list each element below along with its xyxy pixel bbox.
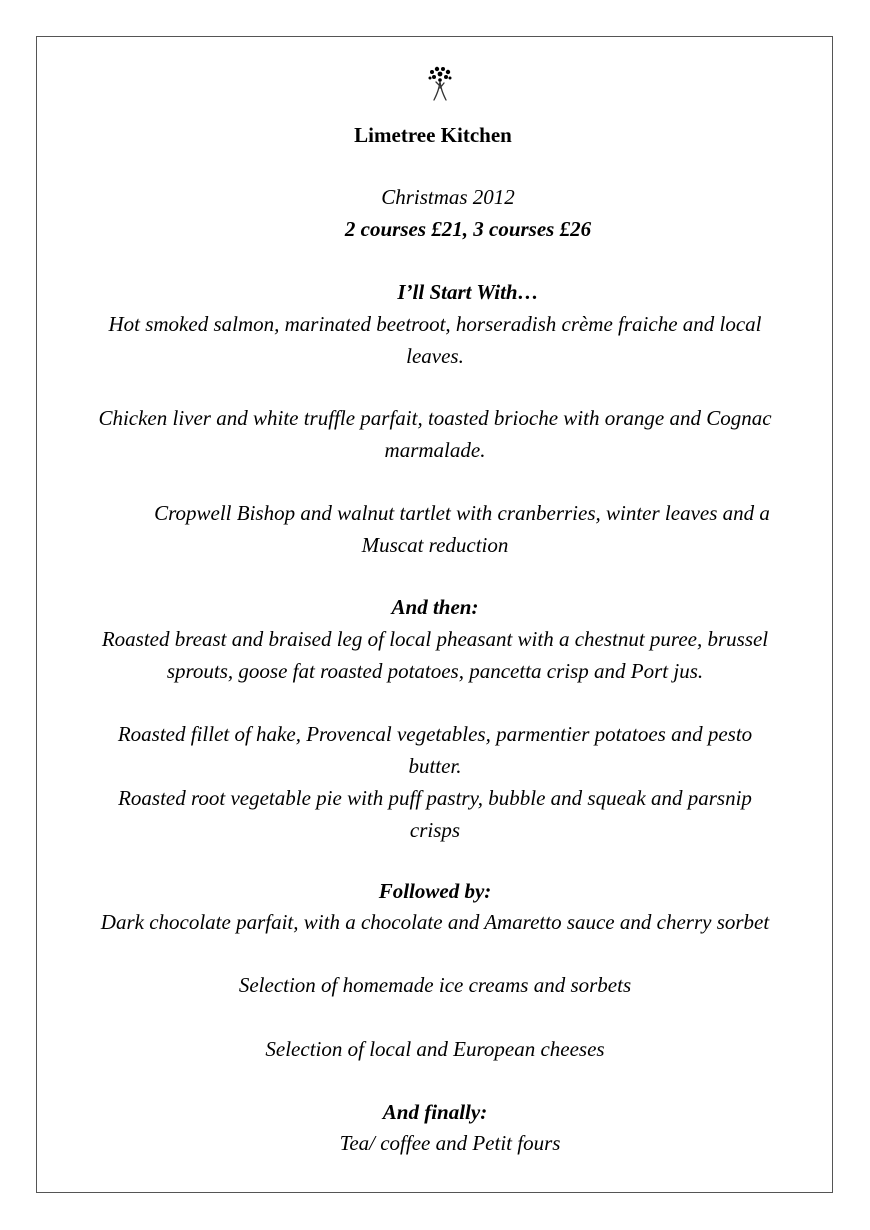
starter-2-line-1: Chicken liver and white truffle parfait, toasted brioche with orange and Cognac bbox=[98, 406, 772, 430]
menu-pricing: 2 courses £21, 3 courses £26 bbox=[344, 217, 592, 241]
mains-heading: And then: bbox=[391, 595, 479, 619]
dessert-2: Selection of homemade ice creams and sorbets bbox=[238, 973, 632, 997]
main-1-line-1: Roasted breast and braised leg of local pheasant with a chestnut puree, brussel bbox=[101, 627, 769, 651]
main-2-line-1: Roasted fillet of hake, Provencal vegetables, parmentier potatoes and pesto bbox=[117, 722, 753, 746]
tree-logo-icon bbox=[424, 64, 456, 104]
main-3-line-2: crisps bbox=[409, 818, 461, 842]
starter-1-line-1: Hot smoked salmon, marinated beetroot, horseradish crème fraiche and local bbox=[108, 312, 762, 336]
starter-1-line-2: leaves. bbox=[406, 344, 464, 368]
main-2-line-2: butter. bbox=[408, 754, 462, 778]
menu-title: Christmas 2012 bbox=[381, 185, 515, 209]
dessert-3: Selection of local and European cheeses bbox=[265, 1037, 605, 1061]
finale-item-1: Tea/ coffee and Petit fours bbox=[339, 1131, 561, 1155]
finale-heading: And finally: bbox=[382, 1100, 488, 1124]
main-1-line-2: sprouts, goose fat roasted potatoes, pancetta crisp and Port jus. bbox=[166, 659, 704, 683]
restaurant-name: Limetree Kitchen bbox=[354, 123, 512, 147]
desserts-heading: Followed by: bbox=[378, 879, 492, 903]
starter-3-line-1: Cropwell Bishop and walnut tartlet with cranberries, winter leaves and a bbox=[154, 501, 770, 525]
main-3-line-1: Roasted root vegetable pie with puff pastry, bubble and squeak and parsnip bbox=[118, 786, 752, 810]
starter-2-line-2: marmalade. bbox=[384, 438, 486, 462]
starters-heading: I’ll Start With… bbox=[397, 280, 539, 304]
dessert-1: Dark chocolate parfait, with a chocolate and Amaretto sauce and cherry sorbet bbox=[100, 910, 770, 934]
starter-3-line-2: Muscat reduction bbox=[361, 533, 509, 557]
